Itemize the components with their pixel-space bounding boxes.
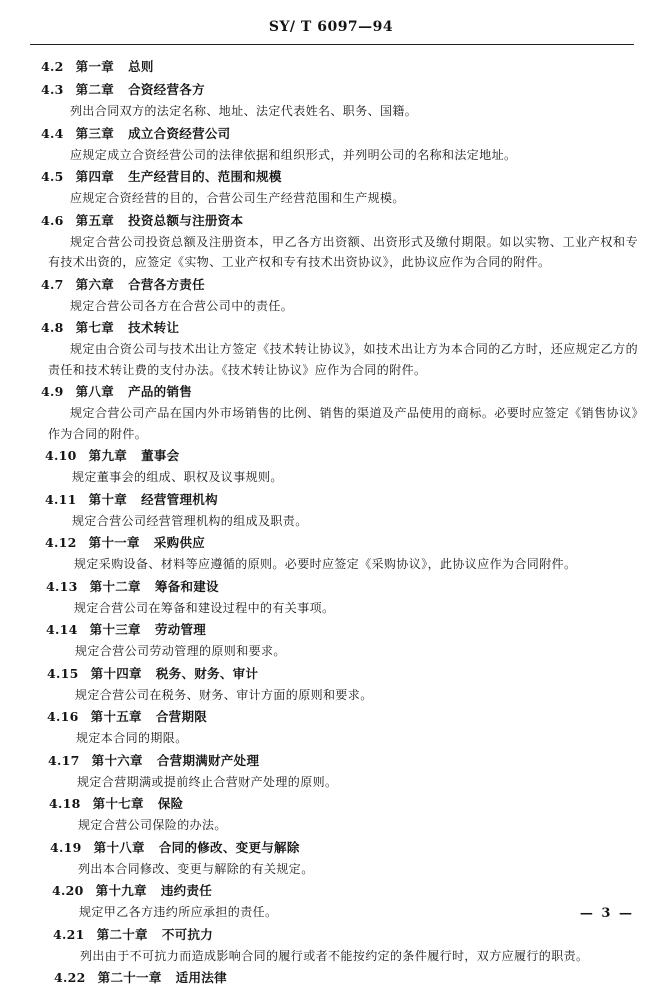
section-4-13 (0, 575, 662, 619)
section-4-8 (0, 316, 662, 380)
section-body: 规定合营公司劳动管理的原则和要求。 (75, 644, 286, 658)
section-number: 4.3 (41, 82, 64, 97)
section-body: 规定合营公司各方在合营公司中的责任。 (70, 298, 294, 313)
section-title: 违约责任 (160, 883, 213, 898)
section-title: 技术转让 (128, 320, 180, 335)
section-4-18 (0, 792, 662, 836)
section-number: 4.18 (49, 796, 81, 811)
section-heading (0, 879, 662, 902)
section-4-22 (0, 966, 662, 989)
chapter-label: 第二十章 (96, 926, 148, 942)
section-heading (0, 575, 662, 598)
section-number: 4.20 (52, 883, 84, 898)
section-number: 4.15 (47, 665, 79, 681)
page-number: — 3 — (579, 906, 634, 921)
chapter-label: 第十九章 (95, 883, 147, 898)
section-heading (0, 618, 662, 641)
section-4-7 (0, 273, 662, 317)
section-title: 合营期限 (155, 709, 208, 724)
section-heading (0, 209, 662, 232)
section-title: 保险 (157, 796, 184, 811)
chapter-label: 第九章 (88, 448, 128, 463)
section-heading (0, 923, 662, 946)
chapter-label: 第十一章 (88, 535, 140, 550)
section-number: 4.6 (41, 212, 64, 228)
standard-code-header: SY/ T 6097—94 (268, 19, 394, 35)
chapter-label: 第十八章 (93, 839, 145, 855)
section-title: 不可抗力 (161, 926, 214, 942)
section-title: 税务、财务、审计 (155, 665, 259, 681)
section-number: 4.7 (41, 276, 64, 292)
section-number: 4.5 (41, 169, 64, 184)
chapter-label: 第七章 (75, 320, 115, 335)
section-heading (0, 662, 662, 685)
section-body: 规定甲乙各方违约所应承担的责任。 (79, 905, 278, 919)
section-heading (0, 749, 662, 772)
section-heading (0, 836, 662, 859)
section-heading (0, 122, 662, 145)
section-heading (0, 488, 662, 511)
chapter-label: 第十章 (88, 491, 128, 507)
chapter-label: 第六章 (75, 276, 115, 292)
section-body: 规定采购设备、材料等应遵循的原则。必要时应签定《采购协议》，此协议应作为合同附件。 (74, 557, 577, 571)
section-4-2 (0, 55, 662, 78)
section-4-17 (0, 749, 662, 793)
chapter-label: 第五章 (75, 212, 115, 228)
chapter-label: 第四章 (75, 169, 115, 184)
section-4-4 (0, 122, 662, 166)
section-4-16 (0, 705, 662, 749)
section-heading (0, 380, 662, 403)
section-body: 规定合营公司在筹备和建设过程中的有关事项。 (74, 600, 335, 615)
section-number: 4.17 (48, 752, 80, 768)
chapter-label: 第二十一章 (97, 970, 162, 985)
section-body: 规定合营公司经营管理机构的组成及职责。 (72, 513, 308, 528)
section-number: 4.4 (41, 125, 64, 141)
chapter-label: 第十四章 (90, 665, 142, 681)
section-title: 劳动管理 (154, 622, 207, 637)
section-body: 应规定合资经营的目的，合营公司生产经营范围和生产规模。 (70, 191, 405, 205)
section-heading (0, 792, 662, 815)
chapter-label: 第二章 (75, 82, 115, 97)
section-body: 规定合营公司投资总额及注册资本，甲乙各方出资额、出资形式及缴付期限。如以实物、工业产权和专有技术出资的，应签定《实物、工业产权和专有技术出资协议》，此协议应作为合同的附件。 (48, 234, 638, 269)
section-body: 规定董事会的组成、职权及议事规则。 (72, 470, 283, 484)
section-title: 成立合资经营公司 (128, 125, 231, 141)
section-number: 4.9 (41, 384, 64, 399)
section-heading (0, 966, 662, 989)
section-heading (0, 273, 662, 296)
section-4-12 (0, 531, 662, 575)
section-body: 规定合营公司保险的办法。 (78, 818, 227, 832)
chapter-label: 第十三章 (89, 622, 141, 637)
section-body: 列出由于不可抗力而造成影响合同的履行或者不能按约定的条件履行时，双方应履行的职责。 (80, 948, 589, 963)
section-number: 4.12 (45, 535, 77, 550)
section-title: 合营期满财产处理 (156, 752, 260, 768)
section-title: 筹备和建设 (154, 578, 219, 594)
section-title: 总则 (128, 59, 154, 74)
section-heading (0, 444, 662, 467)
section-body: 规定合营公司在税务、财务、审计方面的原则和要求。 (75, 687, 373, 702)
section-number: 4.2 (41, 59, 64, 74)
chapter-label: 第八章 (75, 384, 115, 399)
section-body: 规定由合资公司与技术出让方签定《技术转让协议》，如技术出让方为本合同的乙方时，还应规定乙方的责任和技术转让费的支付办法。《技术转让协议》应作为合同的附件。 (48, 342, 638, 377)
section-heading (0, 316, 662, 339)
section-title: 合资经营各方 (128, 82, 205, 97)
section-4-19 (0, 836, 662, 880)
section-number: 4.10 (45, 448, 77, 463)
section-heading (0, 531, 662, 554)
section-4-5 (0, 165, 662, 209)
section-4-21 (0, 923, 662, 967)
section-title: 产品的销售 (128, 384, 193, 399)
section-title: 适用法律 (175, 970, 227, 985)
section-number: 4.13 (46, 578, 78, 594)
chapter-label: 第十二章 (89, 578, 141, 594)
chapter-label: 第一章 (75, 59, 115, 74)
section-4-11 (0, 488, 662, 532)
chapter-label: 第十七章 (92, 796, 144, 811)
section-number: 4.16 (47, 709, 79, 724)
section-list (0, 55, 662, 989)
section-body: 规定合营公司产品在国内外市场销售的比例、销售的渠道及产品使用的商标。必要时应签定《销售协议》作为合同的附件。 (48, 406, 638, 441)
section-number: 4.21 (53, 926, 85, 942)
section-number: 4.14 (46, 622, 78, 637)
section-number: 4.22 (54, 970, 86, 985)
chapter-label: 第十六章 (91, 752, 143, 768)
section-title: 董事会 (141, 448, 180, 463)
section-heading (0, 55, 662, 78)
section-title: 经营管理机构 (141, 491, 218, 507)
section-4-10 (0, 444, 662, 488)
section-heading (0, 165, 662, 188)
section-body: 应规定成立合资经营公司的法律依据和组织形式，并列明公司的名称和法定地址。 (70, 147, 517, 162)
header-rule (30, 44, 634, 45)
section-body: 规定合营期满或提前终止合营财产处理的原则。 (77, 774, 338, 789)
section-body: 列出合同双方的法定名称、地址、法定代表姓名、职务、国籍。 (70, 104, 418, 118)
section-title: 合同的修改、变更与解除 (158, 839, 300, 855)
section-body: 规定本合同的期限。 (76, 731, 188, 745)
section-title: 生产经营目的、范围和规模 (128, 169, 282, 184)
section-number: 4.11 (45, 491, 77, 507)
section-number: 4.8 (41, 320, 64, 335)
section-title: 采购供应 (153, 535, 206, 550)
chapter-label: 第十五章 (90, 709, 142, 724)
section-4-9 (0, 380, 662, 444)
section-4-20 (0, 879, 662, 923)
section-4-15 (0, 662, 662, 706)
section-title: 合营各方责任 (128, 276, 205, 292)
section-body: 列出本合同修改、变更与解除的有关规定。 (78, 861, 314, 876)
section-number: 4.19 (50, 839, 82, 855)
section-4-6 (0, 209, 662, 273)
chapter-label: 第三章 (75, 125, 115, 141)
section-4-14 (0, 618, 662, 662)
section-4-3 (0, 78, 662, 122)
section-heading (0, 78, 662, 101)
section-title: 投资总额与注册资本 (128, 212, 244, 228)
section-heading (0, 705, 662, 728)
